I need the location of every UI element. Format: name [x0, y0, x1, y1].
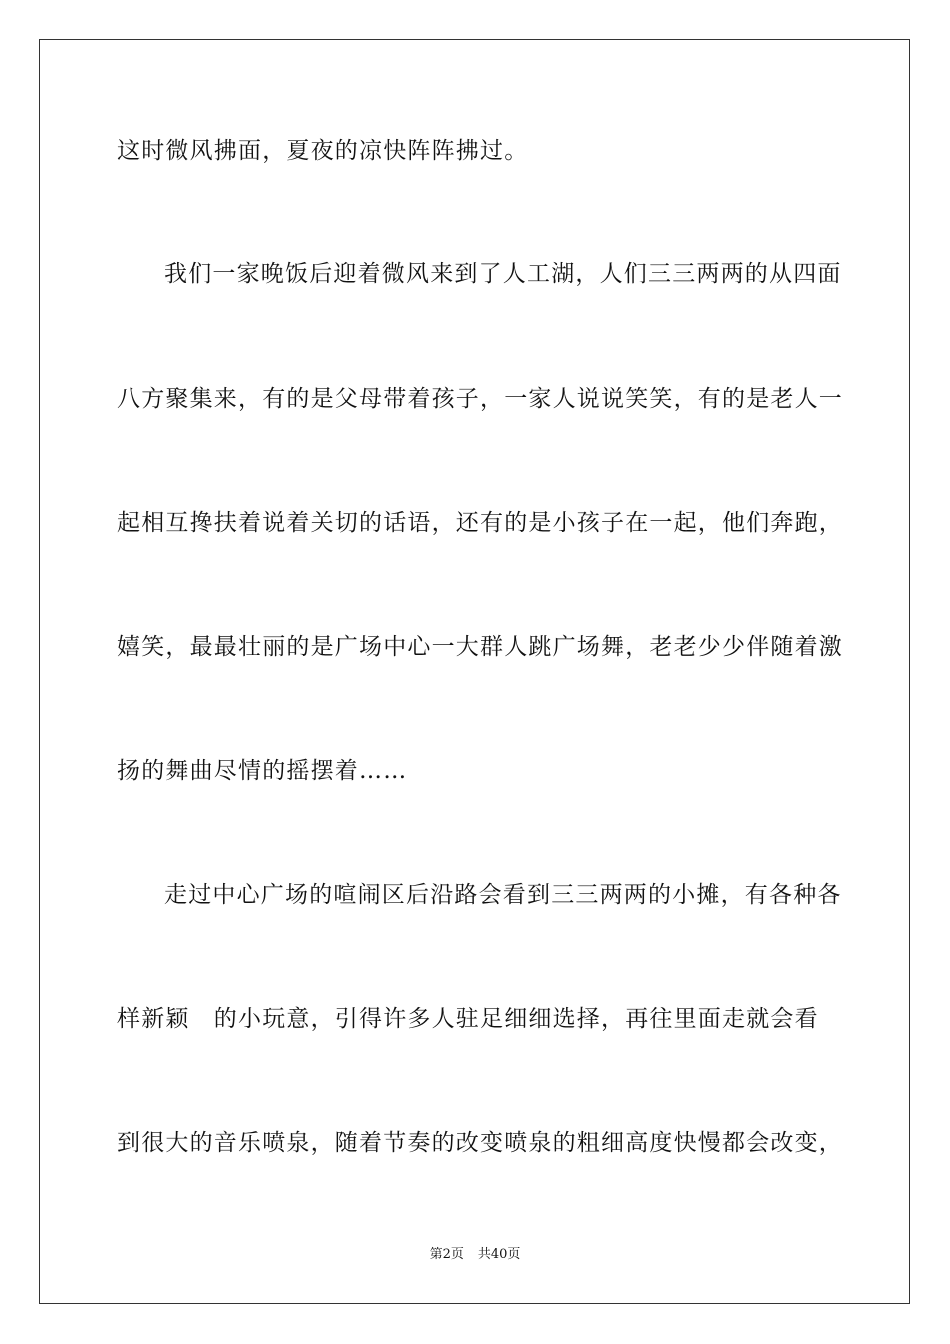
- page-total: 共40页: [477, 1247, 521, 1262]
- text-line-3: 八方聚集来，有的是父母带着孩子，一家人说说笑笑，有的是老人一: [117, 386, 843, 412]
- text-line-1: 这时微风拂面，夏夜的凉快阵阵拂过。: [117, 138, 529, 164]
- text-line-9: 到很大的音乐喷泉，随着节奏的改变喷泉的粗细高度快慢都会改变，: [117, 1130, 843, 1156]
- text-line-6: 扬的舞曲尽情的摇摆着……: [117, 758, 408, 784]
- text-line-5: 嬉笑，最最壮丽的是广场中心一大群人跳广场舞，老老少少伴随着激: [117, 634, 843, 660]
- text-line-2: 我们一家晚饭后迎着微风来到了人工湖，人们三三两两的从四面: [164, 261, 842, 287]
- text-line-8: 样新颖 的小玩意，引得许多人驻足细细选择，再往里面走就会看: [117, 1006, 819, 1032]
- text-line-7: 走过中心广场的喧闹区后沿路会看到三三两两的小摊，有各种各: [164, 882, 842, 908]
- page-border: [39, 39, 910, 1304]
- page-number: 第2页: [429, 1247, 464, 1262]
- page-footer: [0, 1246, 950, 1264]
- text-line-4: 起相互搀扶着说着关切的话语，还有的是小孩子在一起，他们奔跑，: [117, 510, 843, 536]
